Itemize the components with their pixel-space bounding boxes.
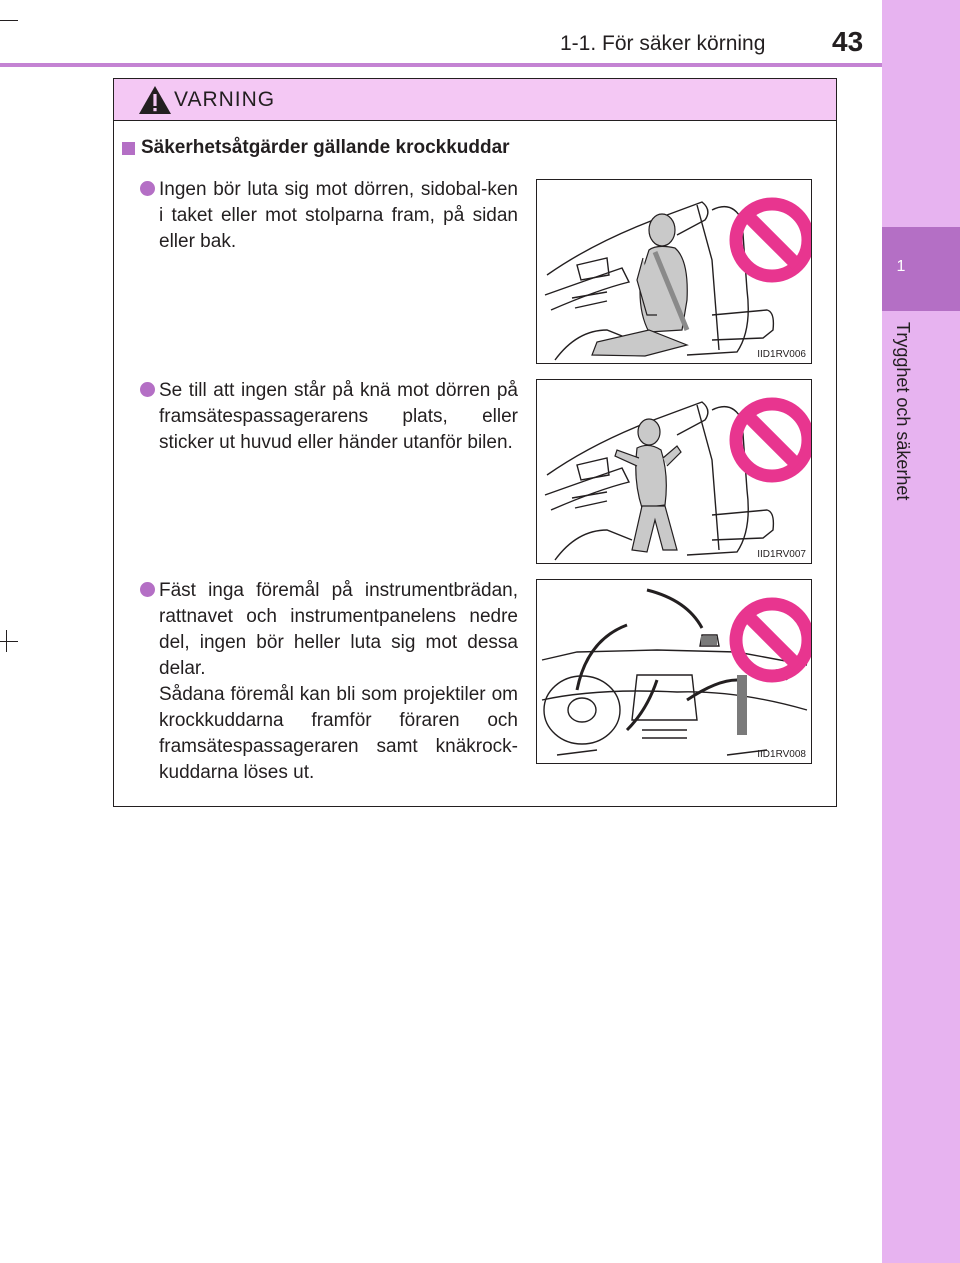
warning-box <box>113 78 837 807</box>
bullet-text: Fäst inga föremål på instrumentbrädan, rattnavet och instrumentpanelens nedre del, ingen bör heller luta sig mot dessa delar. <box>159 580 518 679</box>
page-number: 43 <box>832 26 864 57</box>
chapter-label: Trygghet och säkerhet <box>893 322 913 501</box>
warning-title: VARNING <box>174 88 276 111</box>
section-title: 1-1. För säker körning <box>560 32 766 55</box>
illustration-kneeling-passenger <box>537 380 812 564</box>
figure-objects-on-dashboard <box>536 579 812 764</box>
warning-subheading <box>122 137 510 159</box>
subheading-text: Säkerhetsåtgärder gällande krockkuddar <box>141 137 510 158</box>
chapter-number: 1 <box>896 258 906 275</box>
warning-triangle-icon <box>138 85 172 115</box>
crop-mark <box>0 641 18 642</box>
figure-label: IID1RV008 <box>757 749 806 760</box>
figure-leaning-on-door <box>536 179 812 364</box>
bullet-item <box>140 177 518 255</box>
bullet-dot-icon <box>140 382 155 397</box>
bullet-text: Se till att ingen står på knä mot dörren på framsätespassagerarens plats, eller sticker ut huvud eller händer utanför bilen. <box>159 380 518 453</box>
bullet-dot-icon <box>140 181 155 196</box>
bullet-item <box>140 378 518 456</box>
illustration-dashboard-objects <box>537 580 812 764</box>
crop-mark <box>0 20 18 21</box>
bullet-text: Ingen bör luta sig mot dörren, sidobal-ken i taket eller mot stolparna fram, på sidan eller bak. <box>159 179 518 252</box>
header-rule <box>0 63 882 67</box>
bullet-text-continued: Sådana föremål kan bli som projektiler om krockkuddarna framför föraren och framsätespassageraren samt knäkrock-kuddarna löses ut. <box>159 684 518 783</box>
chapter-tab-strip <box>882 0 960 1263</box>
figure-label: IID1RV007 <box>757 549 806 560</box>
crop-mark <box>6 630 7 652</box>
bullet-dot-icon <box>140 582 155 597</box>
figure-kneeling-passenger <box>536 379 812 564</box>
illustration-leaning-passenger <box>537 180 812 364</box>
bullet-item <box>140 578 518 786</box>
warning-header <box>114 79 836 121</box>
figure-label: IID1RV006 <box>757 349 806 360</box>
square-bullet-icon <box>122 142 135 155</box>
